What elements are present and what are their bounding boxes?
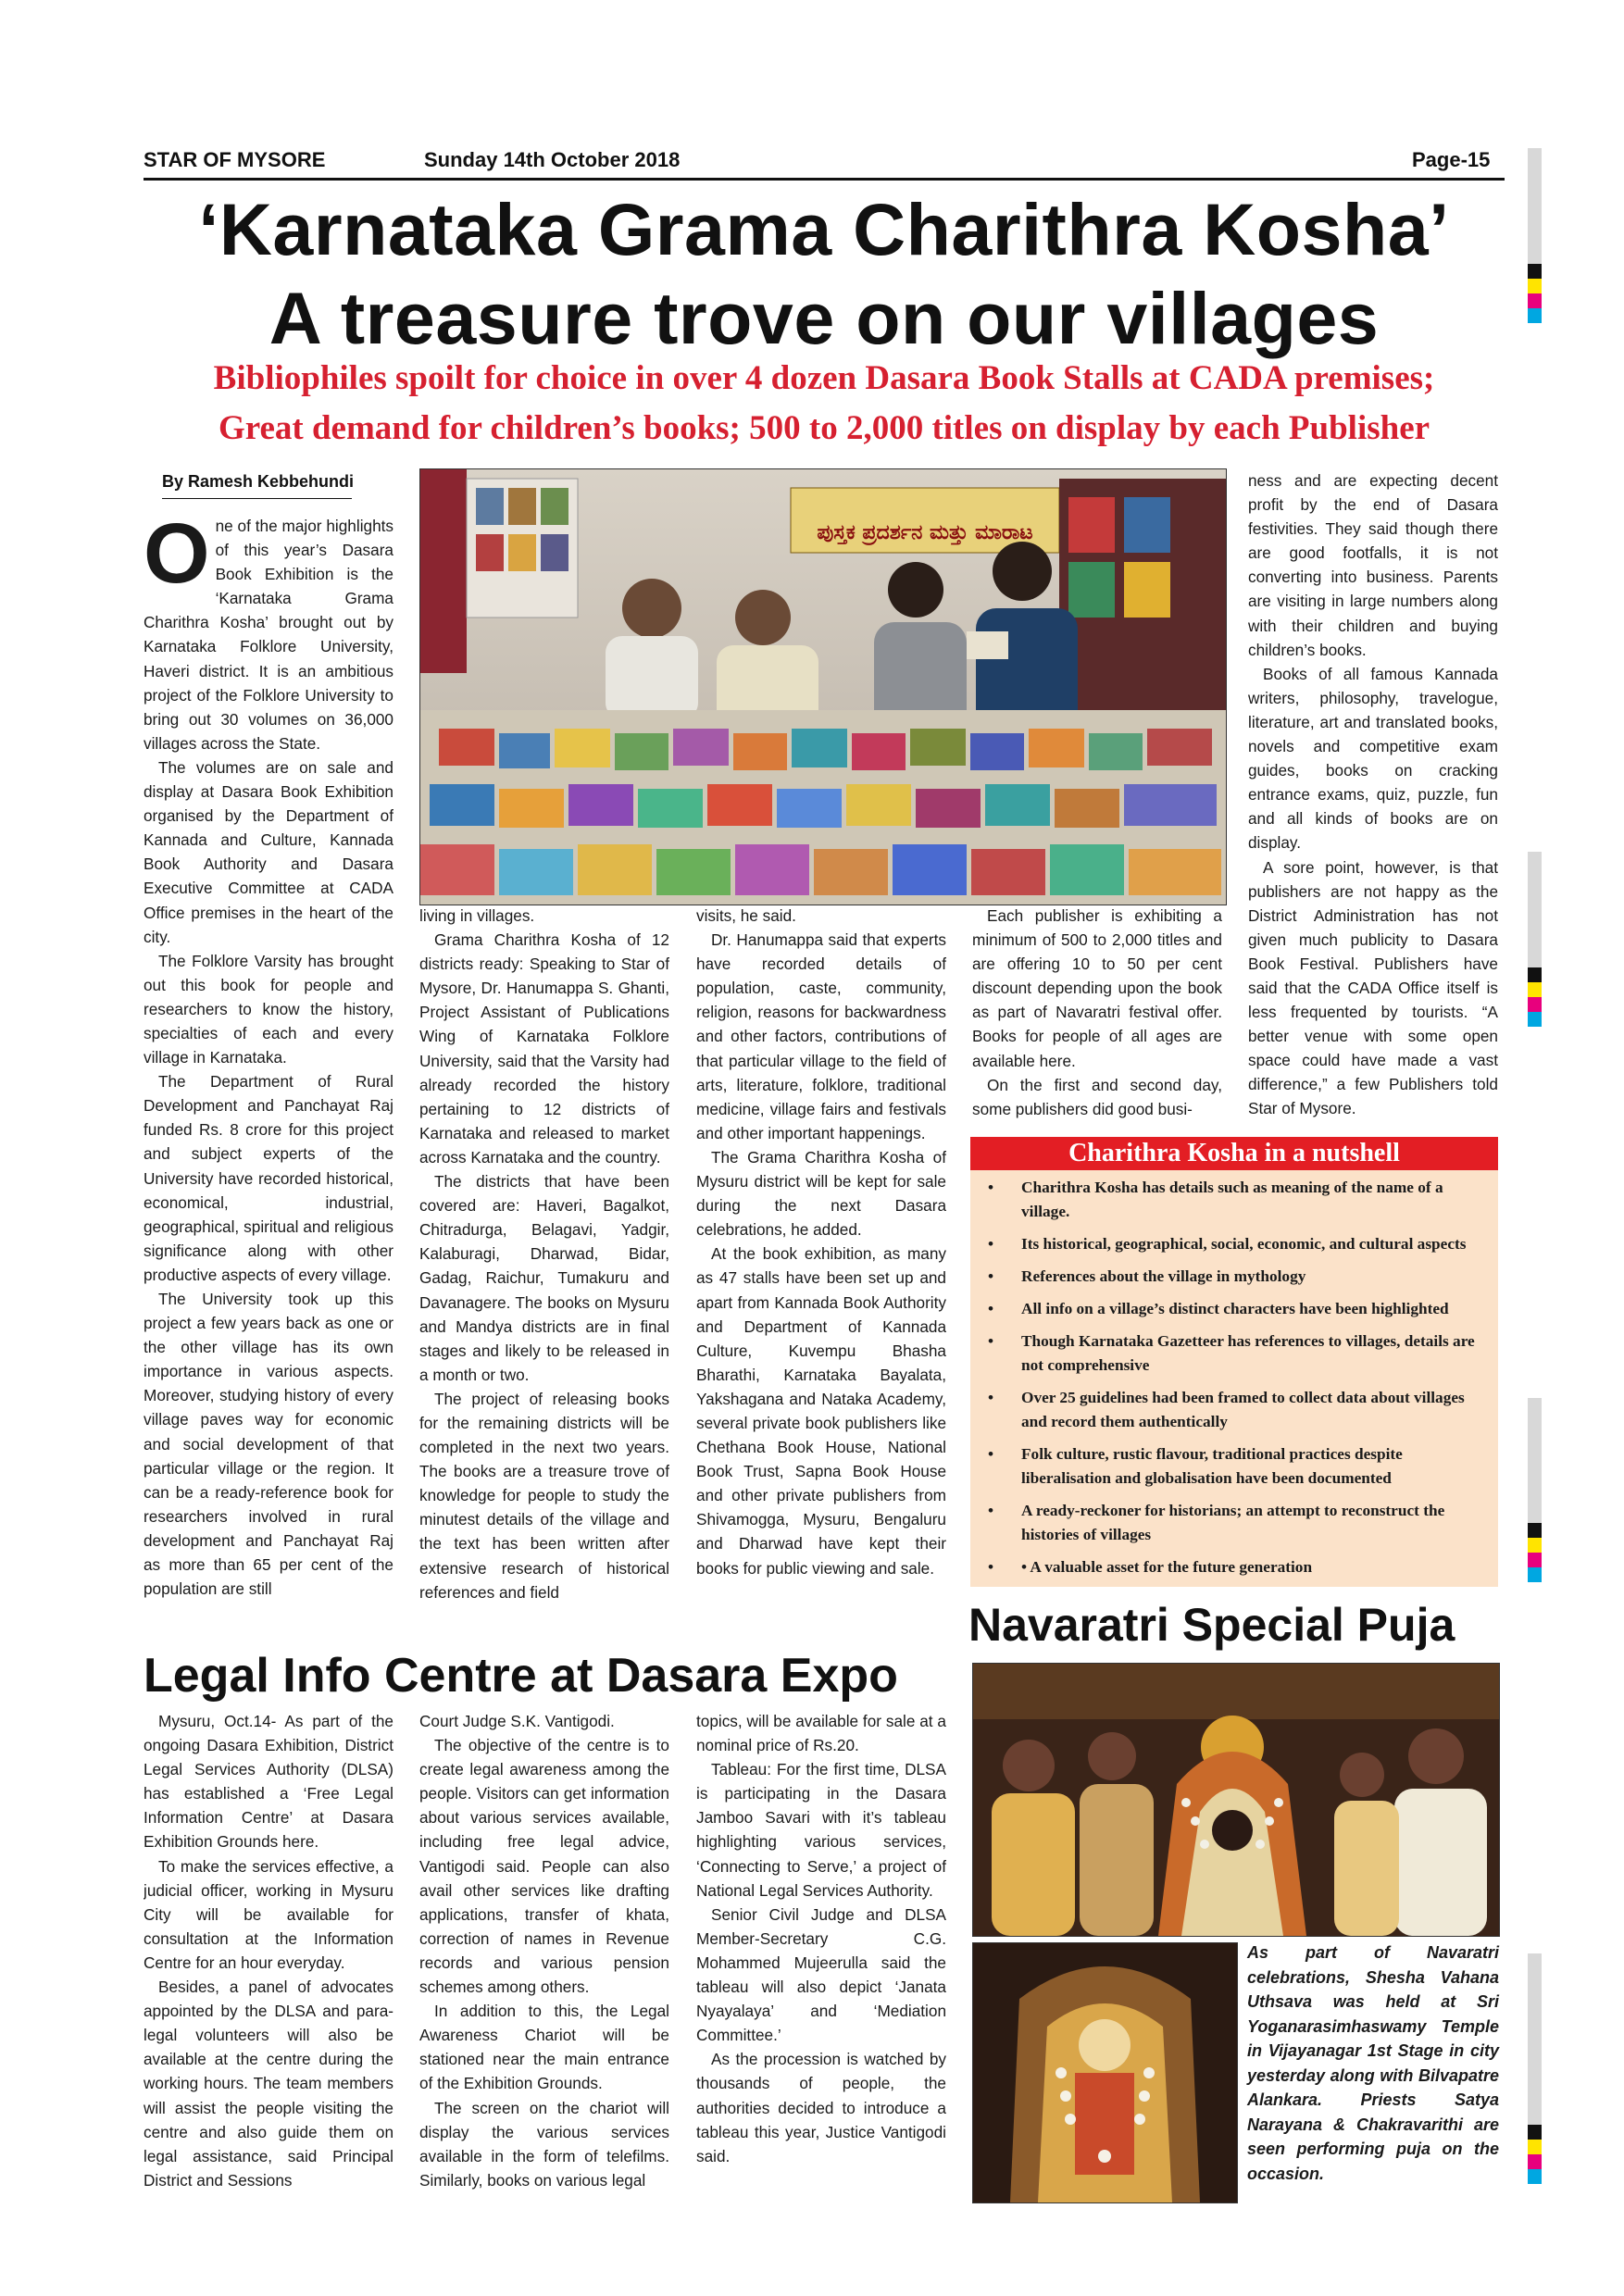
lead-column-1 xyxy=(144,514,394,1662)
registration-swatch xyxy=(1528,293,1542,308)
registration-swatch xyxy=(1528,2169,1542,2184)
puja-caption: As part of Navaratri celebrations, Shesha Vahana Uthsava was held at Sri Yoganarasimhaswamy Temple in Vijayanagar 1st Stage in city yesterday along with Bilvapatre Alankara. Priests Satya Narayana & Chakravarithi are seen performing puja on the occasion. xyxy=(1247,1943,1499,2183)
legal-paragraph: The objective of the centre is to create legal awareness among the people. Visitors can get information about various services available, including free legal advice, Vantigodi said. People can also avail other services like drafting applications, transfer of khata, correction of names in Revenue records and various pension schemes among others. xyxy=(419,1736,669,1997)
nutshell-item: • Though Karnataka Gazetteer has references to villages, details are not comprehensive xyxy=(1021,1329,1485,1378)
lead-paragraph: Grama Charithra Kosha of 12 districts ready: Speaking to Star of Mysore, Dr. Hanumappa S. Ghanti, Project Assistant of Publications Wing of Karnataka Folklore University, said that the Varsity had already recorded the history pertaining to 12 districts of Karnataka and released to market across Karnataka and the country. xyxy=(419,930,669,1167)
lead-paragraph: ne of the major highlights of this year’s Dasara Book Exhibition is the ‘Karnataka Grama Charithra Kosha’ brought out by Karnataka Folklore University, Haveri district. It is an ambitious project of the Folklore University to bring out 30 volumes on 36,000 villages across the State. xyxy=(144,517,394,753)
registration-bar xyxy=(1528,1398,1542,1523)
lead-paragraph: The volumes are on sale and display at Dasara Book Exhibition organised by the Department of Kannada and Culture, Kannada Book Authority and Dasara Executive Committee at CADA Office premises in the heart of the city. xyxy=(144,757,394,946)
lead-headline xyxy=(139,185,1509,363)
headline-line-1: ‘Karnataka Grama Charithra Kosha’ xyxy=(198,188,1450,270)
issue-date: Sunday 14th October 2018 xyxy=(424,148,681,171)
newspaper-name: STAR OF MYSORE xyxy=(144,148,326,171)
legal-column-2 xyxy=(419,1709,669,2190)
registration-swatch xyxy=(1528,1553,1542,1567)
lead-deck xyxy=(139,354,1509,454)
puja-photo-deity xyxy=(972,1942,1238,2203)
registration-swatch xyxy=(1528,2140,1542,2154)
page-number: Page-15 xyxy=(1412,148,1491,171)
lead-paragraph: living in villages. xyxy=(419,906,535,925)
nutshell-item: • All info on a village’s distinct characters have been highlighted xyxy=(1021,1297,1485,1321)
lead-paragraph: The project of releasing books for the remaining districts will be completed in the next two years. The books are a treasure trove of knowledge for people to study the minutest details of the village and the text has been written after extensive research of historical references and field xyxy=(419,1389,669,1602)
registration-swatch xyxy=(1528,1523,1542,1538)
legal-paragraph: Court Judge S.K. Vantigodi. xyxy=(419,1712,615,1730)
nutshell-item: • References about the village in mythology xyxy=(1021,1265,1485,1289)
legal-column-3 xyxy=(696,1709,946,2190)
legal-paragraph: The screen on the chariot will display the various services available in the form of telefilms. Similarly, books on various legal xyxy=(419,2098,669,2190)
legal-paragraph: Tableau: For the first time, DLSA is participating in the Dasara Jamboo Savari with it’s tableau highlighting various services, ‘Connecting to Serve,’ a project of National Legal Services Authority. xyxy=(696,1760,946,1900)
lead-paragraph: On the first and second day, some publishers did good busi- xyxy=(972,1075,1222,1118)
lead-paragraph: Books of all famous Kannada writers, philosophy, travelogue, literature, art and translated books, novels and competitive exam guides, books on cracking entrance exams, quiz, puzzle, fun and all kinds of books are on display. xyxy=(1248,664,1498,853)
headline-line-2: A treasure trove on our villages xyxy=(269,277,1380,359)
legal-paragraph: topics, will be available for sale at a nominal price of Rs.20. xyxy=(696,1712,946,1755)
registration-bar xyxy=(1528,1953,1542,2125)
nutshell-item: • Over 25 guidelines had been framed to collect data about villages and record them authentically xyxy=(1021,1386,1485,1434)
deck-line-1: Bibliophiles spoilt for choice in over 4 dozen Dasara Book Stalls at CADA premises; xyxy=(213,359,1435,397)
nutshell-item: • Charithra Kosha has details such as meaning of the name of a village. xyxy=(1021,1176,1485,1224)
registration-swatch xyxy=(1528,1567,1542,1582)
legal-paragraph: Senior Civil Judge and DLSA Member-Secretary C.G. Mohammed Mujeerulla said the tableau will also depict ‘Janata Nyayalaya’ and ‘Mediation Committee.’ xyxy=(696,1904,946,2045)
lead-paragraph: The Folklore Varsity has brought out this book for people and researchers to know the history, specialties of each and every village in Karnataka. xyxy=(144,951,394,1067)
drop-cap: O xyxy=(144,514,210,601)
lead-paragraph: The Grama Charithra Kosha of Mysuru district will be kept for sale during the next Dasara celebrations, he added. xyxy=(696,1147,946,1240)
registration-bar xyxy=(1528,852,1542,967)
nutshell-item: • A ready-reckoner for historians; an attempt to reconstruct the histories of villages xyxy=(1021,1499,1485,1547)
nutshell-box xyxy=(970,1137,1498,1587)
lead-column-5 xyxy=(1248,468,1498,1128)
legal-paragraph: Mysuru, Oct.14- As part of the ongoing Dasara Exhibition, District Legal Services Authority (DLSA) has established a ‘Free Legal Information Centre’ at Dasara Exhibition Grounds here. xyxy=(144,1712,394,1852)
legal-paragraph: In addition to this, the Legal Awareness Chariot will be stationed near the main entrance of the Exhibition Grounds. xyxy=(419,2002,669,2093)
puja-photo-deity-art xyxy=(973,1943,1237,2202)
legal-headline: Legal Info Centre at Dasara Expo xyxy=(144,1649,898,1703)
lead-paragraph: The districts that have been covered are: Haveri, Bagalkot, Chitradurga, Belagavi, Yadgir, Kalaburagi, Dharwad, Bidar, Gadag, Raichur, Tumakuru and Davanagere. The books on Mysuru and Mandya districts are in final stages and likely to be released in a month or two. xyxy=(419,1172,669,1384)
lead-column-2 xyxy=(419,904,669,1644)
legal-paragraph: To make the services effective, a judicial officer, working in Mysuru City will be available for consultation at the Information Centre for an hour everyday. xyxy=(144,1856,394,1972)
lead-column-3 xyxy=(696,904,946,1644)
nutshell-item: • • A valuable asset for the future generation xyxy=(1021,1555,1485,1579)
book-stall-photo xyxy=(419,468,1227,905)
registration-swatch xyxy=(1528,2154,1542,2169)
photo-banner-text: ಪುಸ್ತಕ ಪ್ರದರ್ಶನ ಮತ್ತು ಮಾರಾಟ xyxy=(817,521,1033,544)
lead-paragraph: Dr. Hanumappa said that experts have recorded details of population, caste, community, religion, reasons for backwardness and other factors, contributions of that particular village to the field of arts, literature, folklore, traditional medicine, village fairs and festivals and other important happenings. xyxy=(696,930,946,1142)
lead-paragraph: Each publisher is exhibiting a minimum of 500 to 2,000 titles and are offering 10 to 50 per cent discount depending upon the book as part of Navaratri festival offer. Books for people of all ages are available here. xyxy=(972,906,1222,1070)
legal-column-1 xyxy=(144,1709,394,2190)
registration-swatch xyxy=(1528,308,1542,323)
registration-swatch xyxy=(1528,982,1542,997)
legal-paragraph: Besides, a panel of advocates appointed by the DLSA and para-legal volunteers will also be available at the centre during the working hours. The team members will assist the people visiting the centre and also guide them on legal assistance, said Principal District and Sessions xyxy=(144,1978,394,2190)
lead-column-4 xyxy=(972,904,1222,1126)
deck-line-2: Great demand for children’s books; 500 to 2,000 titles on display by each Publisher xyxy=(218,409,1430,447)
registration-swatch xyxy=(1528,279,1542,293)
lead-paragraph: The Department of Rural Development and Panchayat Raj funded Rs. 8 crore for this project and subject experts of the University have recorded historical, economical, industrial, geographical, spiritual and religious significance along with other productive aspects of every village. xyxy=(144,1072,394,1284)
registration-bar xyxy=(1528,148,1542,264)
lead-paragraph: The University took up this project a few years back as one or the other village has its own importance in various aspects. Moreover, studying history of every village paves way for economic and social development of that particular village or the region. It can be a ready-reference book for researchers involved in rural development and Panchayat Raj as more than 65 per cent of the population are still xyxy=(144,1290,394,1599)
lead-paragraph: A sore point, however, is that publishers are not happy as the District Administration has not given much publicity to Dasara Book Festival. Publishers have said that the CADA Office itself is less frequented by tourists. “A better venue with some open space could have made a vast difference,” a few Publishers told Star of Mysore. xyxy=(1248,857,1498,1118)
nutshell-item: • Its historical, geographical, social, economic, and cultural aspects xyxy=(1021,1232,1485,1256)
legal-paragraph: As the procession is watched by thousands of people, the authorities decided to introduce a tableau this year, Justice Vantigodi said. xyxy=(696,2050,946,2165)
puja-photo-main-art xyxy=(973,1664,1499,1936)
registration-swatch xyxy=(1528,264,1542,279)
registration-swatch xyxy=(1528,2125,1542,2140)
puja-photo-main xyxy=(972,1663,1500,1937)
header-rule xyxy=(144,178,1505,181)
nutshell-item: • Folk culture, rustic flavour, traditional practices despite liberalisation and globalisation have been documented xyxy=(1021,1442,1485,1491)
registration-swatch xyxy=(1528,1538,1542,1553)
puja-headline: Navaratri Special Puja xyxy=(968,1599,1455,1651)
byline: By Ramesh Kebbehundi xyxy=(162,472,355,491)
book-stall-photo-art xyxy=(420,469,1226,905)
registration-swatch xyxy=(1528,1012,1542,1027)
registration-swatch xyxy=(1528,967,1542,982)
lead-paragraph: visits, he said. xyxy=(696,906,796,925)
registration-swatch xyxy=(1528,997,1542,1012)
lead-paragraph: At the book exhibition, as many as 47 stalls have been set up and apart from Kannada Book Authority and Department of Kannada Culture, Kuvempu Bhasha Bharathi, Karnataka Bayalata, Yakshagana and Nataka Academy, several private book publishers like Chethana Book House, National Book Trust, Sapna Book House and other private publishers from Shivamogga, Mysuru, Bengaluru and Dharwad have kept their books for public viewing and sale. xyxy=(696,1244,946,1578)
lead-paragraph: ness and are expecting decent profit by the end of Dasara festivities. They said though there are good footfalls, it is not converting into business. Parents are visiting in large numbers along with their children and buying children’s books. xyxy=(1248,471,1498,659)
nutshell-list xyxy=(970,1176,1498,1579)
nutshell-title: Charithra Kosha in a nutshell xyxy=(970,1137,1498,1170)
byline-rule xyxy=(162,498,352,499)
